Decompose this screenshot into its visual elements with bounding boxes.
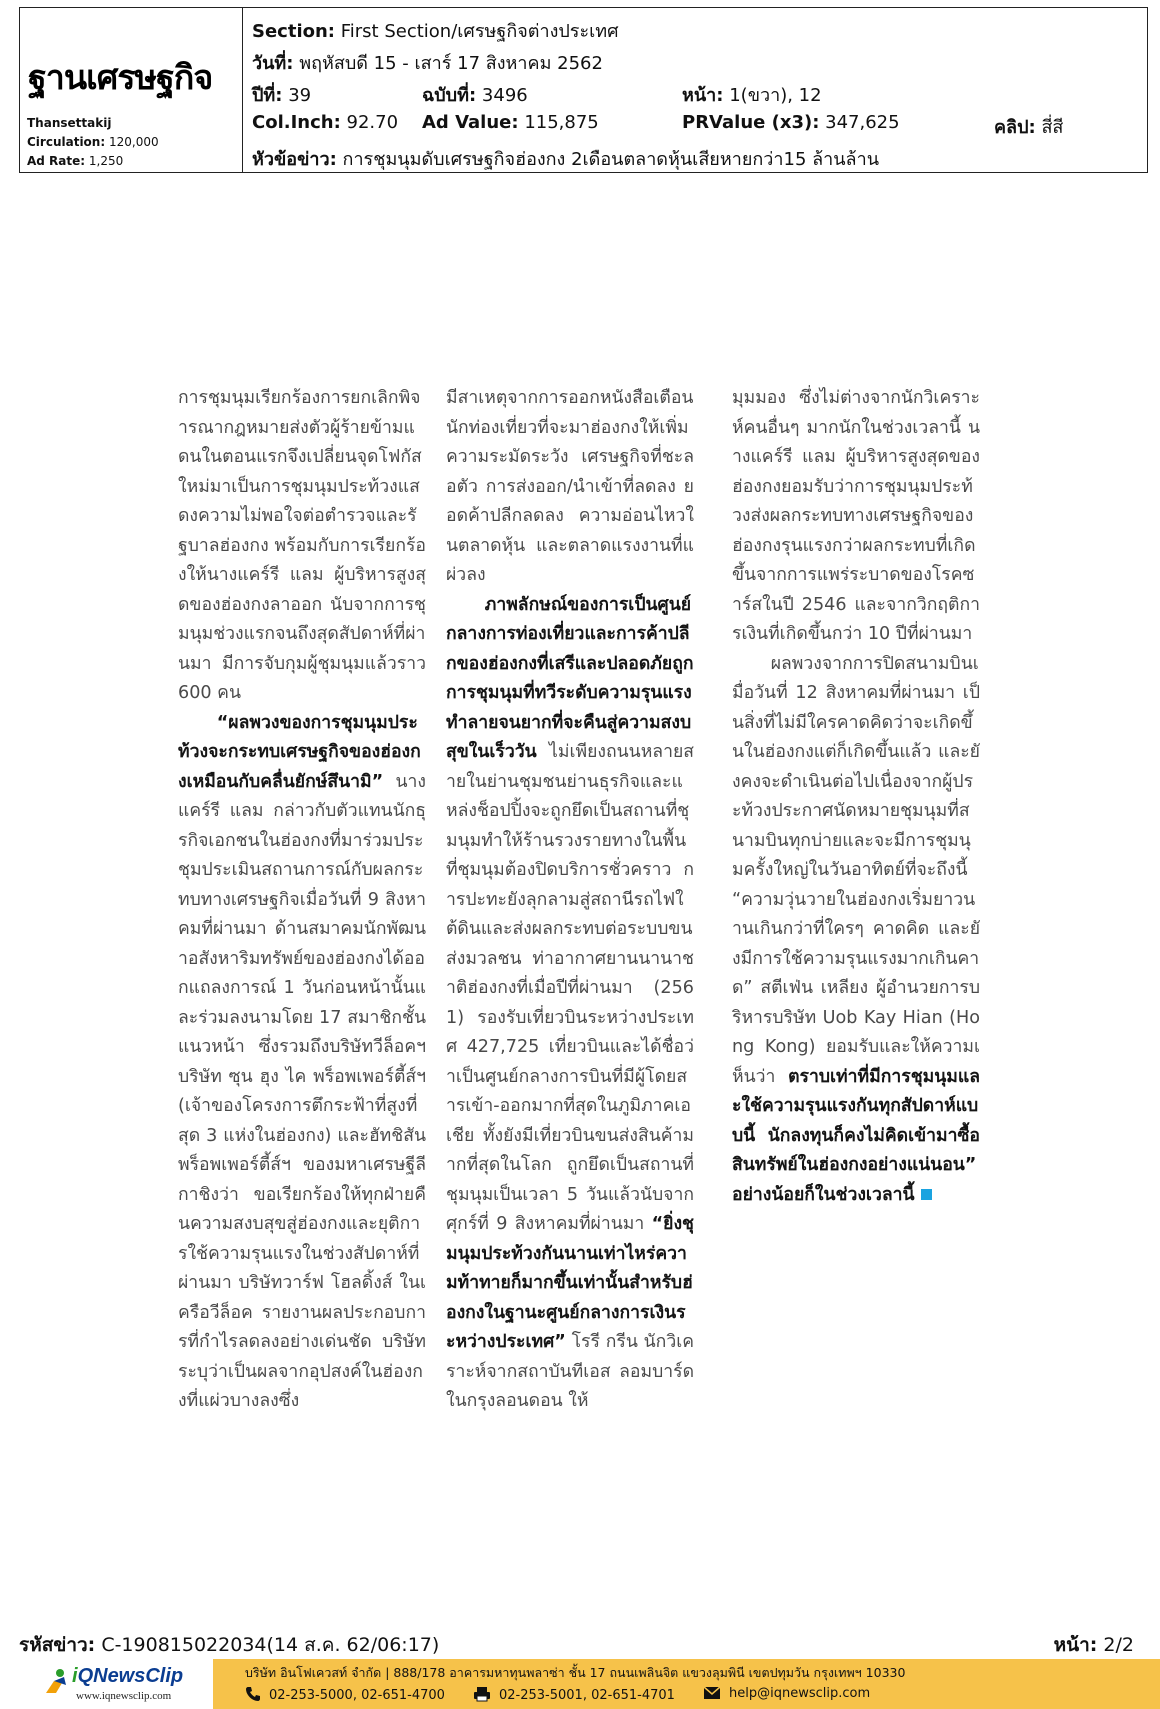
highlight-text: ภาพลักษณ์ของการเป็นศูนย์กลางการท่องเที่ยวและการค้าปลีกของฮ่องกงที่เสรีและปลอดภัยถูกการชุมนุมที่ทวีระดับความรุนแรงทำลายจนยากที่จะคืนสู่ความสงบสุขในเร็ววัน — [446, 594, 694, 762]
issue-cell — [422, 80, 528, 109]
fax-icon — [473, 1686, 491, 1702]
advalue-label: Ad Value: — [422, 112, 519, 133]
iqnewsclip-logo[interactable] — [42, 1663, 202, 1705]
phone-numbers: 02-253-5000, 02-651-4700 — [269, 1688, 445, 1703]
pull-quote: “ยิ่งชุมนุมประท้วงกันนานเท่าไหร่ความท้าทายก็มากขึ้นเท่านั้นสำหรับฮ่องกงในฐานะศูนย์กลางการเงินระหว่างประเทศ” — [446, 1214, 694, 1352]
phone-icon — [245, 1686, 261, 1702]
headline-row — [252, 144, 879, 173]
headline-value: การชุมนุมดับเศรษฐกิจฮ่องกง 2เดือนตลาดหุ้นเสียหายกว่า15 ล้านล้าน — [342, 149, 879, 170]
phone-contact[interactable] — [245, 1686, 445, 1703]
brand-url[interactable]: www.iqnewsclip.com — [76, 1690, 172, 1702]
colinch-label: Col.Inch: — [252, 112, 341, 133]
publication-logo: ฐานเศรษฐกิจ — [28, 58, 213, 98]
article-text: ผลพวงจากการปิดสนามบินเมื่อวันที่ 12 สิงหาคมที่ผ่านมา เป็นสิ่งที่ไม่มีใครคาดคิดว่าจะเกิดขึ้นในฮ่องกงแต่ก็เกิดขึ้นแล้ว และยังคงจะดำเนินต่อไปเนื่องจากผู้ประท้วงประกาศนัดหมายชุมนุมที่สนามบินทุกบ่ายและจะมีการชุมนุมครั้งใหญ่ในวันอาทิตย์ที่จะถึงนี้ “ความวุ่นวายในฮ่องกงเริ่มยาวนานเกินกว่าที่ใครๆ คาดคิด และยังมีการใช้ความรุนแรงมากเกินคาด” สตีเฟ่น เหลียง ผู้อำนวยการบริหารบริษัท Uob Kay Hian (Hong Kong) ยอมรับและให้ความเห็นว่า — [732, 653, 980, 1087]
headline-label: หัวข้อข่าว: — [252, 149, 337, 170]
clip-cell — [994, 112, 1063, 141]
pull-quote: ตราบเท่าที่มีการชุมนุมและใช้ความรุนแรงกันทุกสัปดาห์แบบนี้ นักลงทุนก็คงไม่คิดเข้ามาซื้อสินทรัพย์ในฮ่องกงอย่างแน่นอน” อย่างน้อยก็ในช่วงเวลานี้ — [732, 1066, 980, 1205]
article-paragraph: มุมมอง ซึ่งไม่ต่างจากนักวิเคราะห์คนอื่นๆ มากนักในช่วงเวลานี้ นางแคร์รี แลม ผู้บริหารสูงสุดของฮ่องกงยอมรับว่าการชุมนุมประท้วงส่งผลกระทบทางเศรษฐกิจของฮ่องกงรุนแรงกว่าผลกระทบที่เกิดขึ้นจากการแพร่ระบาดของโรคซาร์สในปี 2546 และจากวิกฤติการเงินที่เกิดขึ้นกว่า 10 ปีที่ผ่านมา — [732, 388, 980, 644]
year-value: 39 — [288, 85, 312, 106]
article-paragraph: มีสาเหตุจากการออกหนังสือเตือนนักท่องเที่ยวที่จะมาฮ่องกงให้เพิ่มความระมัดระวัง เศรษฐกิจที่ชะลอตัว การส่งออก/นำเข้าที่ลดลง ยอดค้าปลีกลดลง ความอ่อนไหวในตลาดหุ้น และตลาดแรงงานที่แผ่วลง — [446, 388, 694, 585]
footer — [0, 1659, 1160, 1709]
date-row — [252, 48, 603, 77]
colinch-value: 92.70 — [346, 112, 399, 133]
fax-contact[interactable] — [473, 1686, 675, 1703]
footer-contact-band — [213, 1659, 1160, 1709]
brand-rest: QNewsClip — [77, 1665, 184, 1687]
email-contact[interactable] — [703, 1686, 870, 1701]
article-column-3 — [732, 384, 980, 1419]
article-text: โรรี กรีน นักวิเคราะห์จากสถาบันทีเอส ลอมบาร์ด ในกรุงลอนดอน ให้ — [446, 1332, 694, 1411]
news-code — [19, 1630, 439, 1660]
advalue-cell — [422, 112, 599, 133]
page-value: 1(ขวา), 12 — [729, 85, 822, 106]
advalue-value: 115,875 — [524, 112, 599, 133]
company-address: บริษัท อินโฟเควสท์ จำกัด | 888/178 อาคารมหาทุนพลาซ่า ชั้น 17 ถนนเพลินจิต แขวงลุมพินี เขตปทุมวัน กรุงเทพฯ 10330 — [245, 1665, 906, 1680]
article-column-2 — [446, 384, 694, 1419]
ad-rate — [27, 154, 123, 168]
date-label: วันที่: — [252, 53, 294, 74]
article-text: ไม่เพียงถนนหลายสายในย่านชุมชนย่านธุรกิจและแหล่งช็อปปิ้งจะถูกยึดเป็นสถานที่ชุมนุมทำให้ร้านรวงรายทางในพื้นที่ชุมนุมต้องปิดบริการชั่วคราว การปะทะยังลุกลามสู่สถานีรถไฟใต้ดินและส่งผลกระทบต่อระบบขนส่งมวลชน ท่าอากาศยานนานาชาติฮ่องกงที่เมื่อปีที่ผ่านมา (2561) รองรับเที่ยวบินระหว่างประเทศ 427,725 เที่ยวบินและได้ชื่อว่าเป็นศูนย์กลางการบินที่มีผู้โดยสารเข้า-ออกมากที่สุดในภูมิภาคเอเชีย ทั้งยังมีเที่ยวบินขนส่งสินค้ามากที่สุดในโลก ถูกยึดเป็นสถานที่ชุมนุมเป็นเวลา 5 วันแล้วนับจากศุกร์ที่ 9 สิงหาคมที่ผ่านมา — [446, 742, 694, 1234]
clip-value: สี่สี — [1041, 117, 1064, 138]
article-text: นางแคร์รี แลม กล่าวกับตัวแทนนักธุรกิจเอกชนในฮ่องกงที่มาร่วมประชุมประเมินสถานการณ์กับผลกระทบทางเศรษฐกิจเมื่อวันที่ 9 สิงหาคมที่ผ่านมา ด้านสมาคมนักพัฒนาอสังหาริมทรัพย์ของฮ่องกงได้ออกแถลงการณ์ 1 วันก่อนหน้านั้นและร่วมลงนามโดย 17 สมาชิกชั้นแนวหน้า ซึ่งรวมถึงบริษัทวีล็อคฯ บริษัท ซุน ฮุง ไค พร็อพเพอร์ตี้ส์ฯ (เจ้าของโครงการตึกระฟ้าที่สูงที่สุด 3 แห่งในฮ่องกง) และฮัทชิสัน พร็อพเพอร์ตี้ส์ฯ ของมหาเศรษฐีลีกาชิงว่า ขอเรียกร้องให้ทุกฝ่ายคืนความสงบสุขสู่ฮ่องกงและยุติการใช้ความรุนแรงในช่วงสัปดาห์ที่ผ่านมา บริษัทวาร์ฟ โฮลดิ้งส์ ในเครือวีล็อค รายงานผลประกอบการที่กำไรลดลงอย่างเด่นชัด บริษัทระบุว่าเป็นผลจากอุปสงค์ในฮ่องกงที่แผ่วบางลงซึ่ง — [178, 771, 426, 1411]
email-address: help@iqnewsclip.com — [729, 1686, 871, 1701]
article-column-1 — [178, 384, 426, 1419]
page-number-value: 2/2 — [1103, 1634, 1134, 1656]
email-icon — [703, 1686, 721, 1700]
prvalue-label: PRValue (x3): — [682, 112, 820, 133]
circulation-label: Circulation: — [27, 135, 106, 149]
circulation-value: 120,000 — [108, 135, 159, 149]
end-mark-icon — [921, 1189, 932, 1200]
article-paragraph — [446, 591, 694, 1417]
newsclip-figure-icon — [42, 1667, 72, 1697]
section-label: Section: — [252, 21, 335, 42]
article-paragraph — [732, 650, 980, 1211]
clip-label: คลิป: — [994, 117, 1036, 138]
brand-name — [72, 1665, 183, 1688]
clipping-header — [19, 7, 1148, 173]
pull-quote: “ผลพวงของการชุมนุมประท้วงจะกระทบเศรษฐกิจของฮ่องกงเหมือนกับคลื่นยักษ์สึนามิ” — [178, 712, 421, 792]
page-cell — [682, 80, 822, 109]
page-number — [1054, 1630, 1134, 1660]
section-row — [252, 16, 619, 45]
ad-rate-label: Ad Rate: — [27, 154, 86, 168]
article-paragraph — [178, 709, 426, 1417]
brand-i: i — [72, 1665, 78, 1687]
issue-value: 3496 — [481, 85, 528, 106]
publisher-name: Thansettakij — [27, 116, 112, 130]
prvalue-cell — [682, 112, 900, 133]
issue-label: ฉบับที่: — [422, 85, 477, 106]
news-code-value: C-190815022034(14 ส.ค. 62/06:17) — [101, 1634, 440, 1656]
clip-metadata — [252, 8, 1141, 172]
year-label: ปีที่: — [252, 85, 283, 106]
ad-rate-value: 1,250 — [88, 154, 124, 168]
date-value: พฤหัสบดี 15 - เสาร์ 17 สิงหาคม 2562 — [299, 53, 603, 74]
prvalue-value: 347,625 — [825, 112, 900, 133]
circulation — [27, 135, 159, 149]
page-label: หน้า: — [682, 85, 724, 106]
section-value: First Section/เศรษฐกิจต่างประเทศ — [340, 21, 619, 42]
article-paragraph: การชุมนุมเรียกร้องการยกเลิกพิจารณากฎหมายส่งตัวผู้ร้ายข้ามแดนในตอนแรกจึงเปลี่ยนจุดโฟกัสใหม่มาเป็นการชุมนุมประท้วงแสดงความไม่พอใจต่อตำรวจและรัฐบาลฮ่องกง พร้อมกับการเรียกร้องให้นางแคร์รี แลม ผู้บริหารสูงสุดของฮ่องกงลาออก นับจากการชุมนุมช่วงแรกจนถึงสุดสัปดาห์ที่ผ่านมา มีการจับกุมผู้ชุมนุมแล้วราว 600 คน — [178, 388, 426, 703]
page-number-label: หน้า: — [1053, 1634, 1098, 1656]
publication-info — [20, 8, 243, 172]
fax-numbers: 02-253-5001, 02-651-4701 — [499, 1688, 675, 1703]
year-cell — [252, 80, 311, 109]
news-code-label: รหัสข่าว: — [19, 1634, 96, 1656]
colinch-cell — [252, 112, 398, 133]
